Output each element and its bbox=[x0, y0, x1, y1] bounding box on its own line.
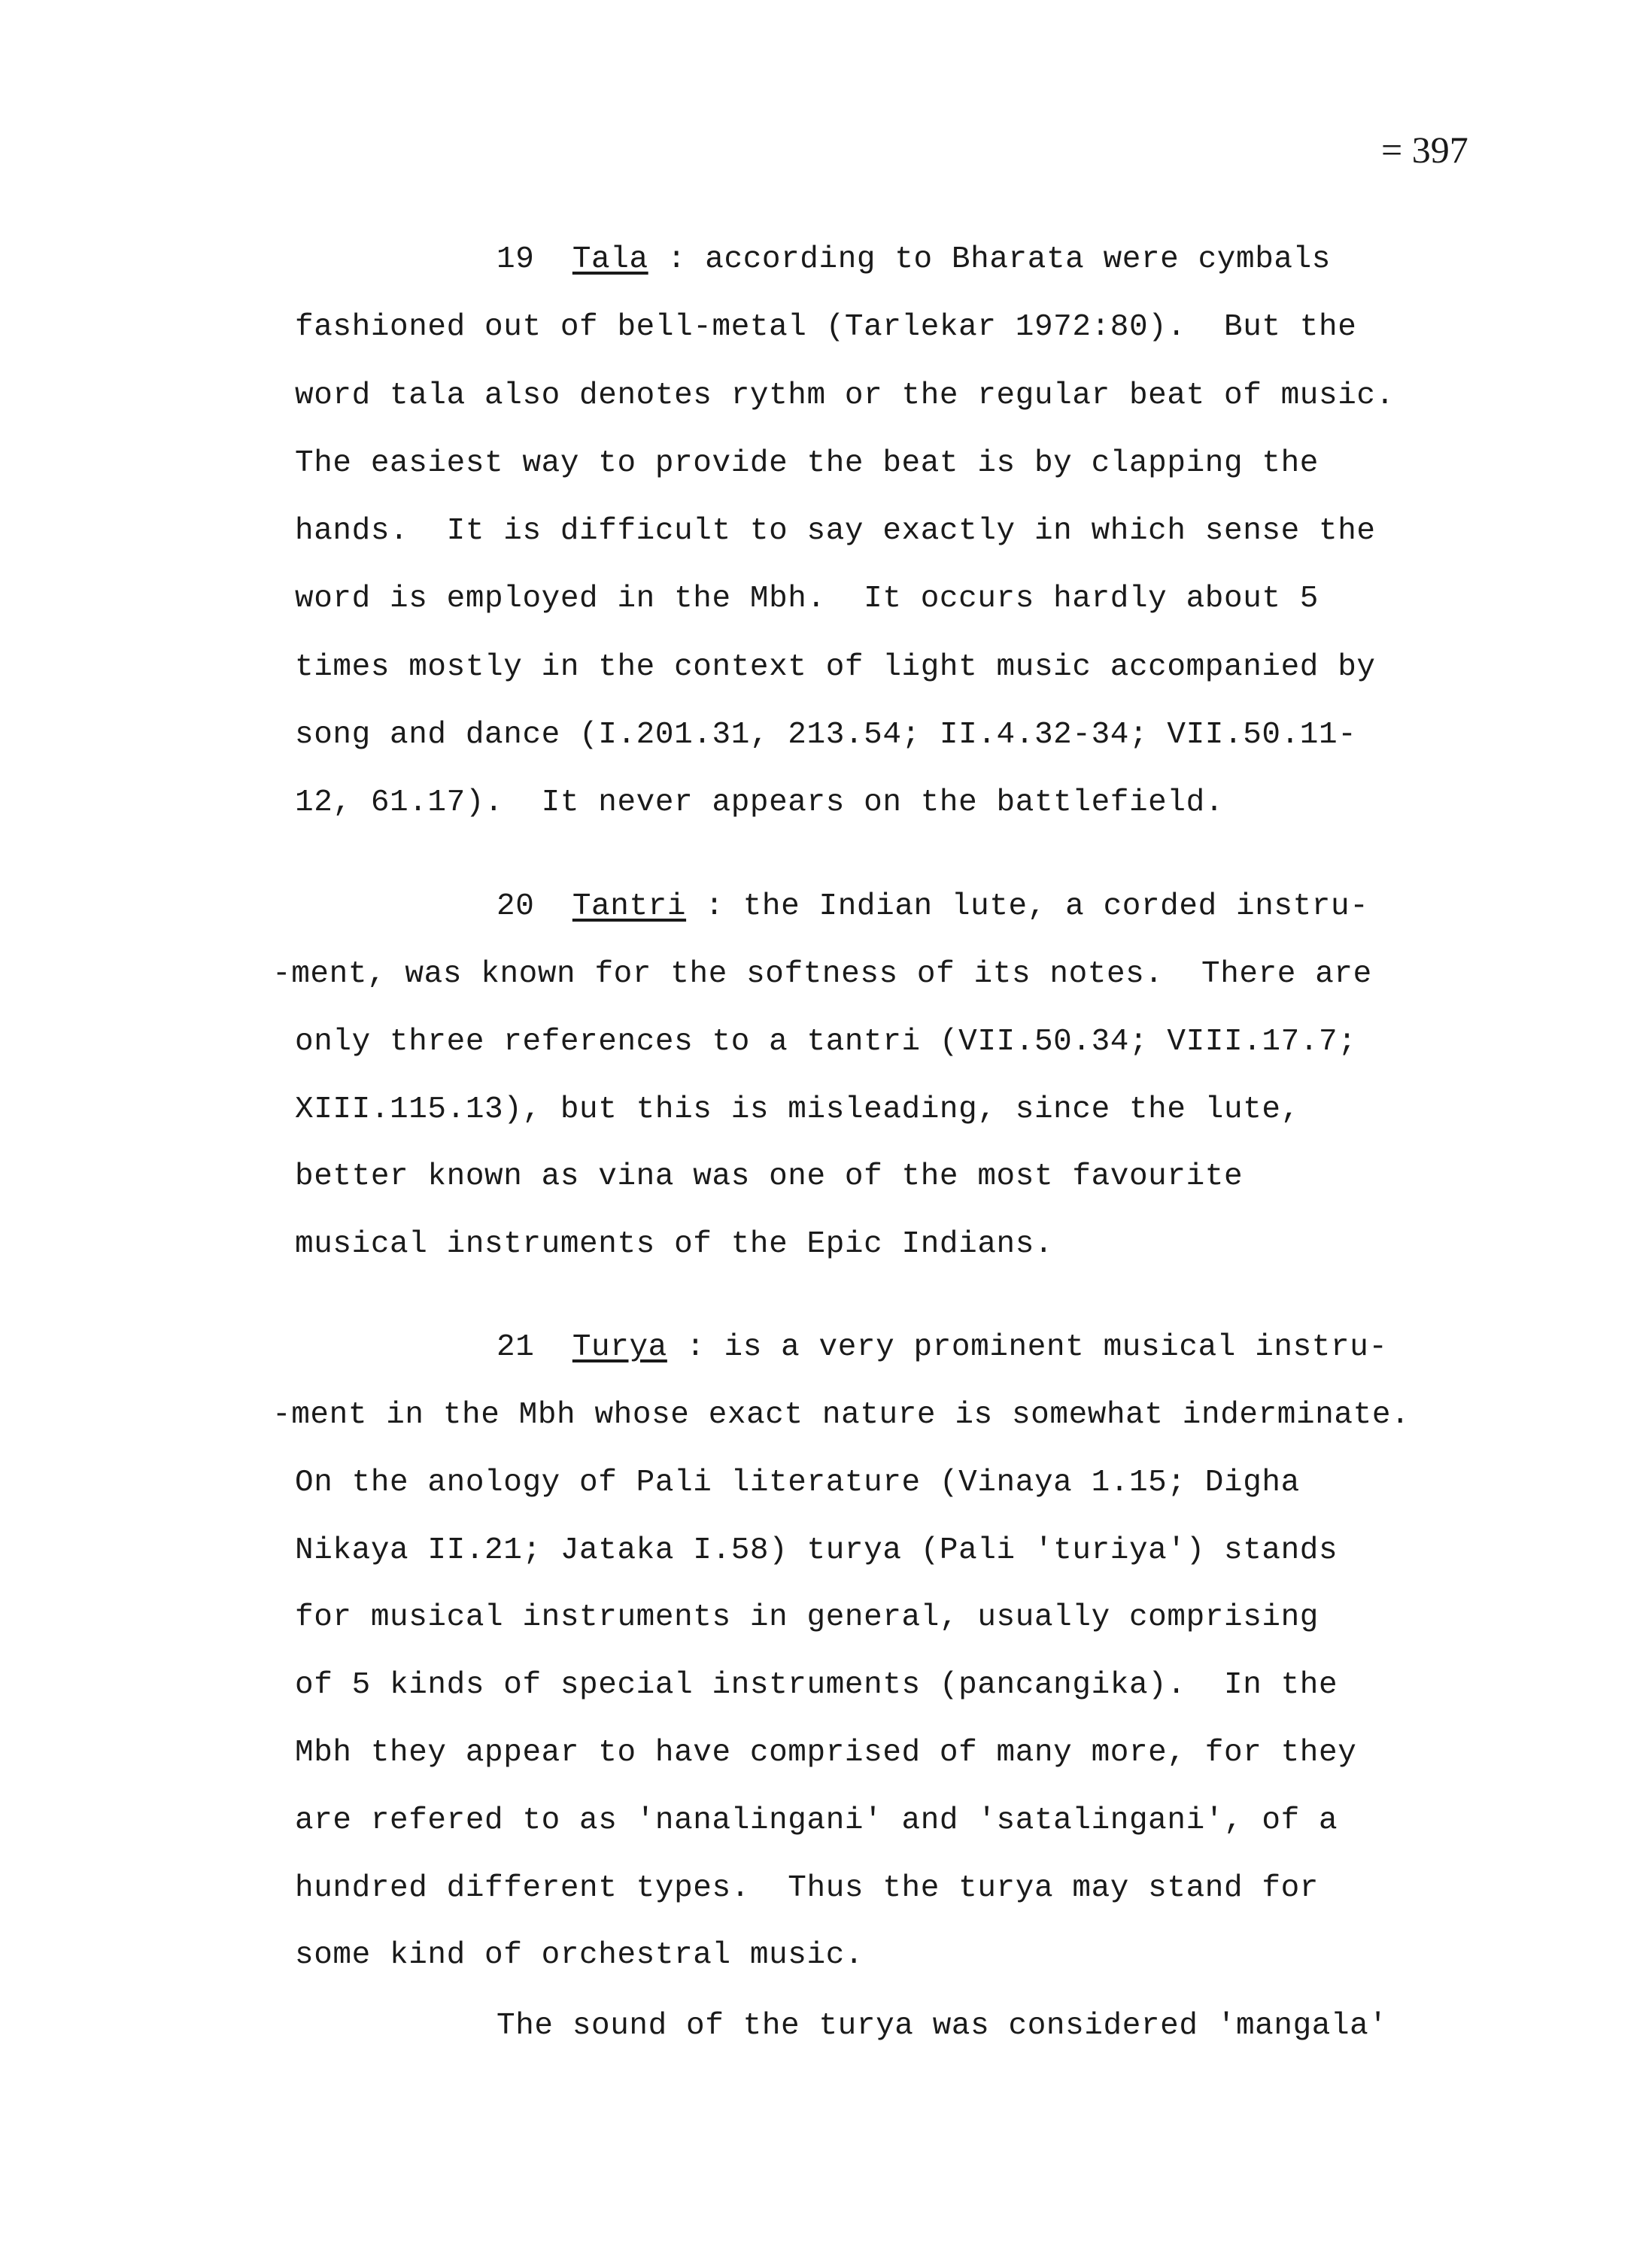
text-line: Nikaya II.21; Jataka I.58) turya (Pali 'turiya') stands bbox=[295, 1533, 1338, 1568]
entry-text: : according to Bharata were cymbals bbox=[648, 242, 1332, 277]
entry-text: : is a very prominent musical instru- bbox=[667, 1330, 1388, 1365]
page-number: = 397 bbox=[1381, 129, 1468, 171]
text-line: song and dance (I.201.31, 213.54; II.4.32-34; VII.50.11- bbox=[295, 718, 1357, 752]
entry-term: Tantri bbox=[572, 889, 687, 924]
text-line: XIII.115.13), but this is misleading, since the lute, bbox=[295, 1092, 1300, 1127]
text-line: of 5 kinds of special instruments (pancangika). In the bbox=[295, 1668, 1338, 1703]
text-line: are refered to as 'nanalingani' and 'satalingani', of a bbox=[295, 1803, 1338, 1838]
entry-term: Tala bbox=[572, 242, 648, 277]
text-line: times mostly in the context of light music accompanied by bbox=[295, 650, 1376, 685]
text-line: On the anology of Pali literature (Vinaya 1.15; Digha bbox=[295, 1466, 1300, 1500]
text-line: -ment in the Mbh whose exact nature is somewhat inderminate. bbox=[272, 1398, 1411, 1432]
text-line: The easiest way to provide the beat is by clapping the bbox=[295, 446, 1319, 481]
text-line: some kind of orchestral music. bbox=[295, 1938, 864, 1973]
closing-line: The sound of the turya was considered 'mangala' bbox=[497, 2009, 1388, 2043]
text-line: musical instruments of the Epic Indians. bbox=[295, 1227, 1054, 1262]
entry-number: 21 bbox=[497, 1330, 535, 1365]
text-line: word is employed in the Mbh. It occurs hardly about 5 bbox=[295, 582, 1319, 616]
entry-text: : the Indian lute, a corded instru- bbox=[686, 889, 1369, 924]
text-line: better known as vina was one of the most favourite bbox=[295, 1159, 1244, 1194]
text-line: Mbh they appear to have comprised of many more, for they bbox=[295, 1736, 1357, 1770]
entry-term: Turya bbox=[572, 1330, 667, 1365]
entry-number: 19 bbox=[497, 242, 535, 277]
entry-21-first-line bbox=[497, 1330, 1388, 1365]
entry-number: 20 bbox=[497, 889, 535, 924]
text-line: word tala also denotes rythm or the regular beat of music. bbox=[295, 378, 1395, 413]
text-line: only three references to a tantri (VII.50.34; VIII.17.7; bbox=[295, 1025, 1357, 1059]
text-line: hands. It is difficult to say exactly in which sense the bbox=[295, 514, 1376, 548]
text-line: fashioned out of bell-metal (Tarlekar 1972:80). But the bbox=[295, 310, 1357, 345]
text-line: 12, 61.17). It never appears on the battlefield. bbox=[295, 785, 1224, 820]
entry-20-first-line bbox=[497, 889, 1368, 924]
entry-19-first-line bbox=[497, 242, 1331, 277]
text-line: hundred different types. Thus the turya may stand for bbox=[295, 1871, 1319, 1906]
text-line: -ment, was known for the softness of its notes. There are bbox=[272, 957, 1372, 992]
text-line: for musical instruments in general, usually comprising bbox=[295, 1600, 1319, 1635]
